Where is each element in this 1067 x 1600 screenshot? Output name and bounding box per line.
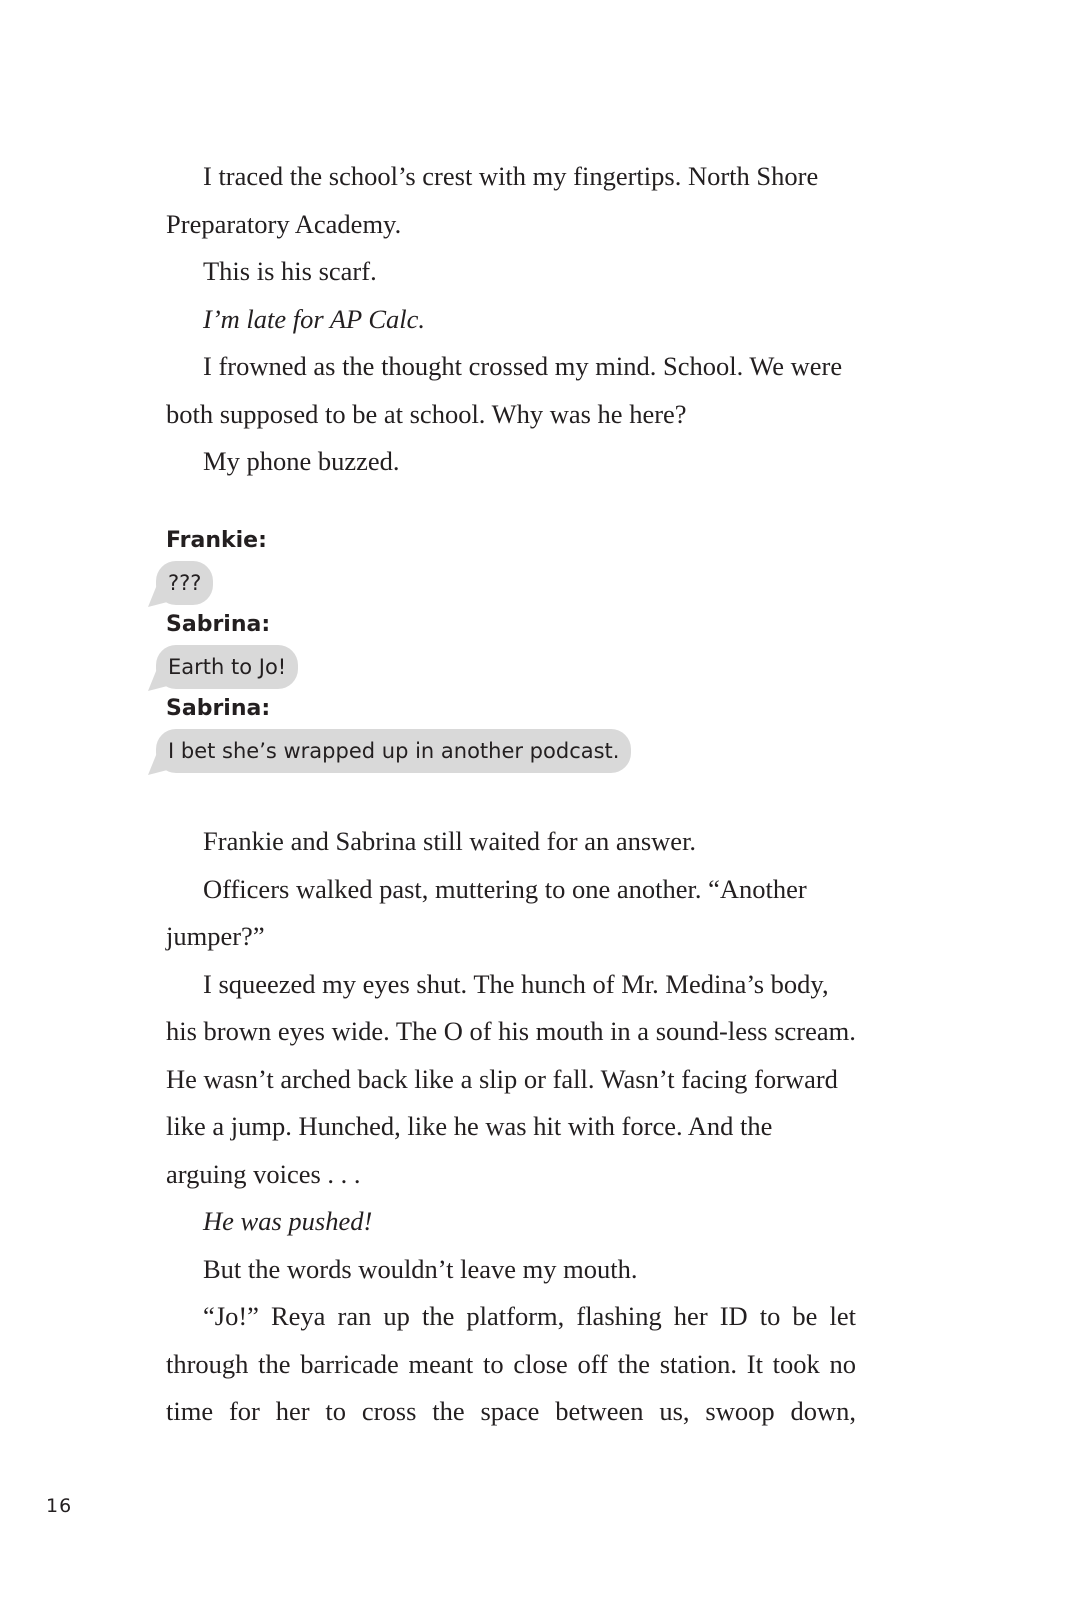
message-bubble: ??? — [156, 561, 213, 605]
page-number: 16 — [46, 1495, 73, 1517]
paragraph: Frankie and Sabrina still waited for an answer. — [203, 826, 697, 856]
prose-section-top — [166, 153, 856, 486]
paragraph-italic — [166, 296, 856, 344]
message-sender: Frankie: — [166, 528, 267, 553]
paragraph: I traced the school’s crest with my fingertips. North Shore Preparatory Academy. — [166, 161, 819, 239]
message-row — [148, 557, 868, 609]
paragraph: I squeezed my eyes shut. The hunch of Mr. Medina’s body, his brown eyes wide. The O of his mouth in a sound-less scream. He wasn’t arched back like a slip or fall. Wasn’t facing forward like a jump. Hunched, like he was hit with force. And the arguing voices . . . — [166, 968, 856, 1189]
message-bubble: Earth to Jo! — [156, 645, 298, 689]
message-sender: Sabrina: — [166, 612, 271, 637]
paragraph: But the words wouldn’t leave my mouth. — [203, 1253, 638, 1284]
message-sender: Sabrina: — [166, 696, 271, 721]
italic-thought: He was pushed! — [203, 1206, 373, 1236]
paragraph: This is his scarf. — [203, 256, 377, 286]
italic-thought: I’m late for AP Calc. — [203, 303, 426, 334]
message-row — [148, 725, 868, 777]
message-row — [148, 641, 868, 693]
paragraph: Officers walked past, muttering to one another. “Another jumper?” — [166, 873, 807, 951]
paragraph: I frowned as the thought crossed my mind. School. We were both supposed to be at school. Why was he here? — [166, 351, 843, 429]
paragraph: “Jo!” Reya ran up the platform, flashing her ID to be let through the barricade meant to close off the station. It took no time for her to cross the space between us, swoop down, — [166, 1301, 856, 1426]
paragraph-italic — [166, 1198, 856, 1246]
message-bubble: I bet she’s wrapped up in another podcast. — [156, 729, 631, 773]
paragraph: My phone buzzed. — [203, 446, 400, 476]
prose-section-bottom — [166, 818, 856, 1436]
text-message-thread — [148, 525, 868, 777]
